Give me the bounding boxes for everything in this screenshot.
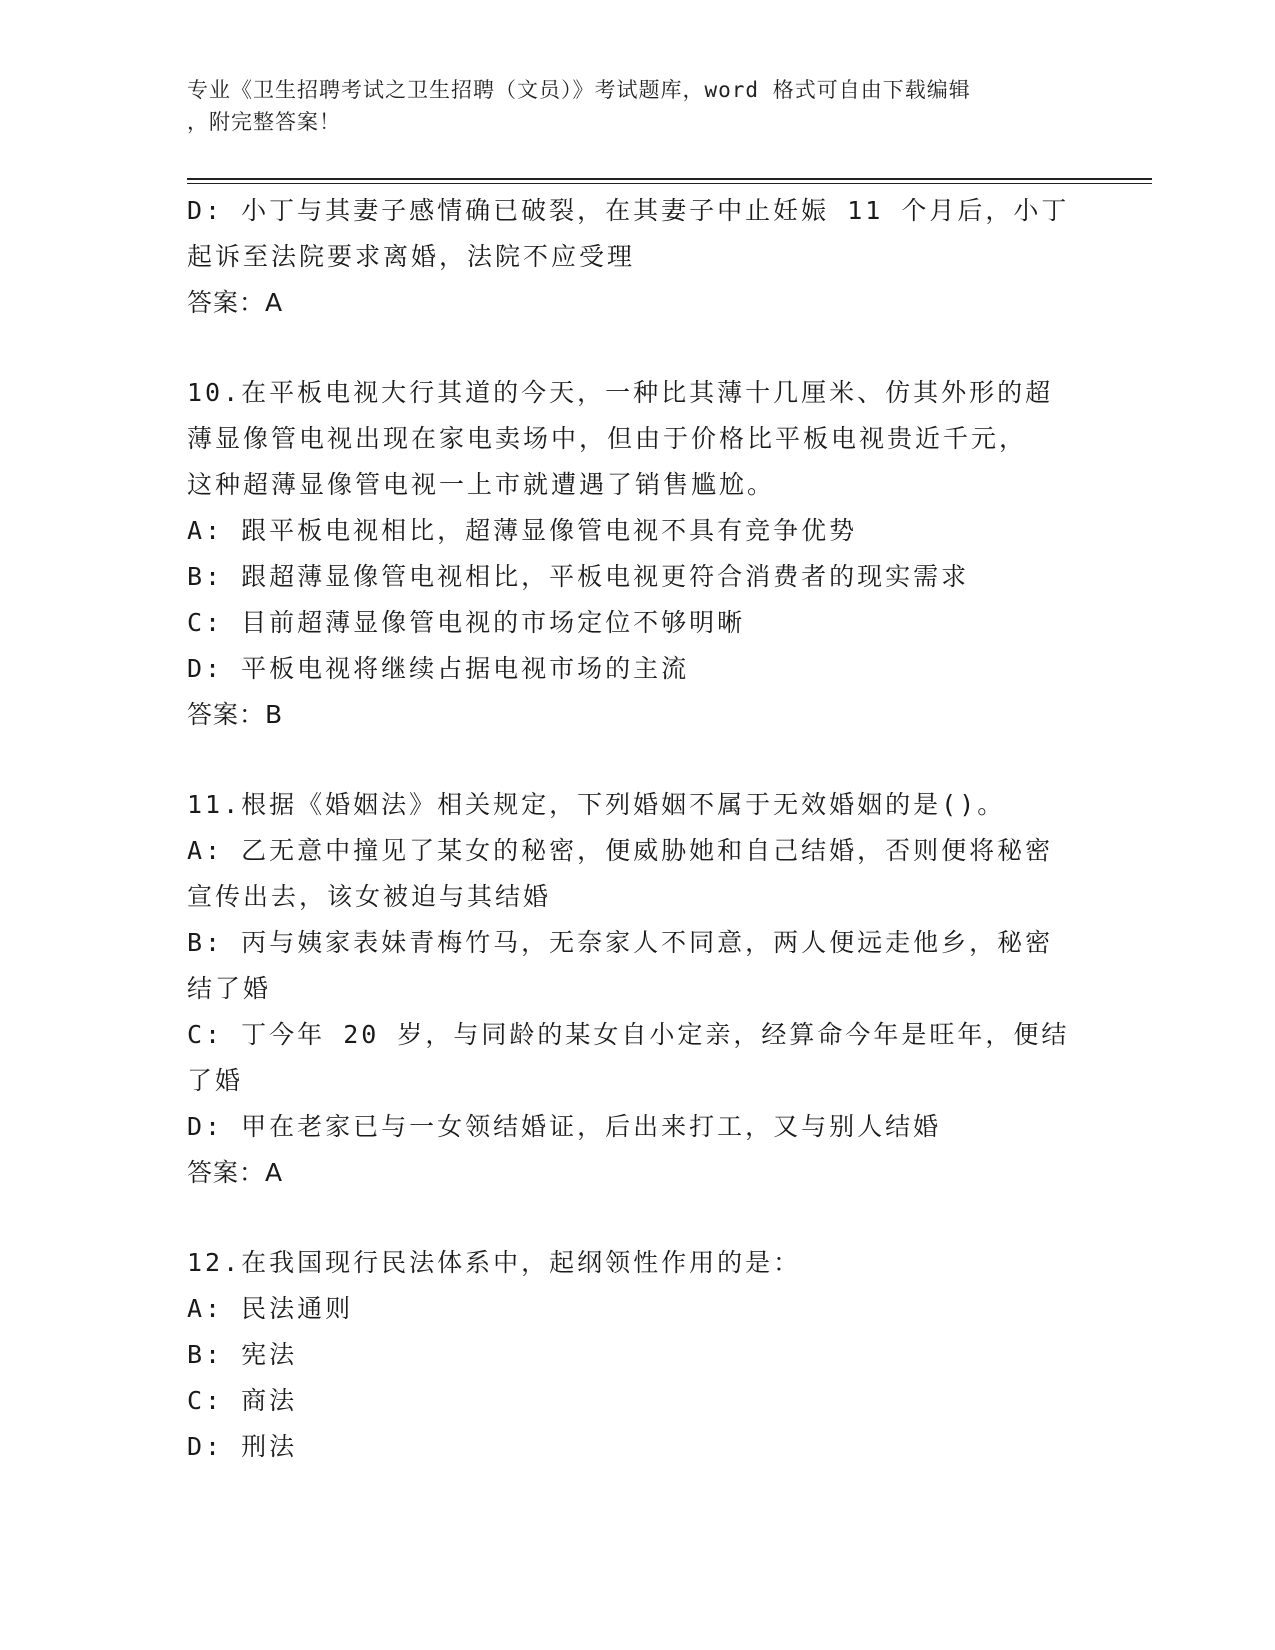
option-b: B: 宪法 — [187, 1340, 298, 1369]
option-d: D: 刑法 — [187, 1432, 298, 1461]
question-stem-line-3: 这种超薄显像管电视一上市就遭遇了销售尴尬。 — [187, 470, 776, 499]
option-c-line-2: 了婚 — [187, 1066, 244, 1095]
option-b-line-1: B: 丙与姨家表妹青梅竹马，无奈家人不同意，两人便远走他乡，秘密 — [187, 928, 1054, 957]
spacer — [187, 738, 1087, 782]
option-d-line-2: 起诉至法院要求离婚，法院不应受理 — [187, 242, 636, 271]
question-10 — [187, 370, 1087, 738]
question-11 — [187, 782, 1087, 1196]
question-stem: 11.根据《婚姻法》相关规定，下列婚姻不属于无效婚姻的是()。 — [187, 790, 1006, 819]
option-c: C: 目前超薄显像管电视的市场定位不够明晰 — [187, 608, 746, 637]
option-d: D: 平板电视将继续占据电视市场的主流 — [187, 654, 690, 683]
question-9-tail — [187, 188, 1087, 326]
question-list — [187, 188, 1087, 1470]
header-divider-thick — [187, 178, 1152, 180]
answer-line: 答案：A — [187, 288, 284, 317]
option-d-line-1: D: 小丁与其妻子感情确已破裂，在其妻子中止妊娠 11 个月后，小丁 — [187, 196, 1070, 225]
question-stem-line-1: 10.在平板电视大行其道的今天，一种比其薄十几厘米、仿其外形的超 — [187, 378, 1054, 407]
option-a: A: 民法通则 — [187, 1294, 354, 1323]
document-header — [187, 74, 1067, 138]
spacer — [187, 1196, 1087, 1240]
question-12 — [187, 1240, 1087, 1470]
option-b-line-2: 结了婚 — [187, 974, 272, 1003]
option-b: B: 跟超薄显像管电视相比，平板电视更符合消费者的现实需求 — [187, 562, 970, 591]
question-stem: 12.在我国现行民法体系中，起纲领性作用的是： — [187, 1248, 802, 1277]
answer-line: 答案：B — [187, 700, 284, 729]
spacer — [187, 326, 1087, 370]
answer-line: 答案：A — [187, 1158, 284, 1187]
option-d: D: 甲在老家已与一女领结婚证，后出来打工，又与别人结婚 — [187, 1112, 942, 1141]
option-a-line-2: 宣传出去，该女被迫与其结婚 — [187, 882, 552, 911]
question-stem-line-2: 薄显像管电视出现在家电卖场中，但由于价格比平板电视贵近千元， — [187, 424, 1028, 453]
option-a-line-1: A: 乙无意中撞见了某女的秘密，便威胁她和自己结婚，否则便将秘密 — [187, 836, 1054, 865]
option-c-line-1: C: 丁今年 20 岁，与同龄的某女自小定亲，经算命今年是旺年，便结 — [187, 1020, 1070, 1049]
option-a: A: 跟平板电视相比，超薄显像管电视不具有竞争优势 — [187, 516, 858, 545]
header-divider-thin — [187, 183, 1152, 184]
option-c: C: 商法 — [187, 1386, 298, 1415]
header-line-2: ，附完整答案！ — [187, 110, 341, 134]
header-line-1: 专业《卫生招聘考试之卫生招聘（文员）》考试题库，word 格式可自由下载编辑 — [187, 78, 971, 102]
